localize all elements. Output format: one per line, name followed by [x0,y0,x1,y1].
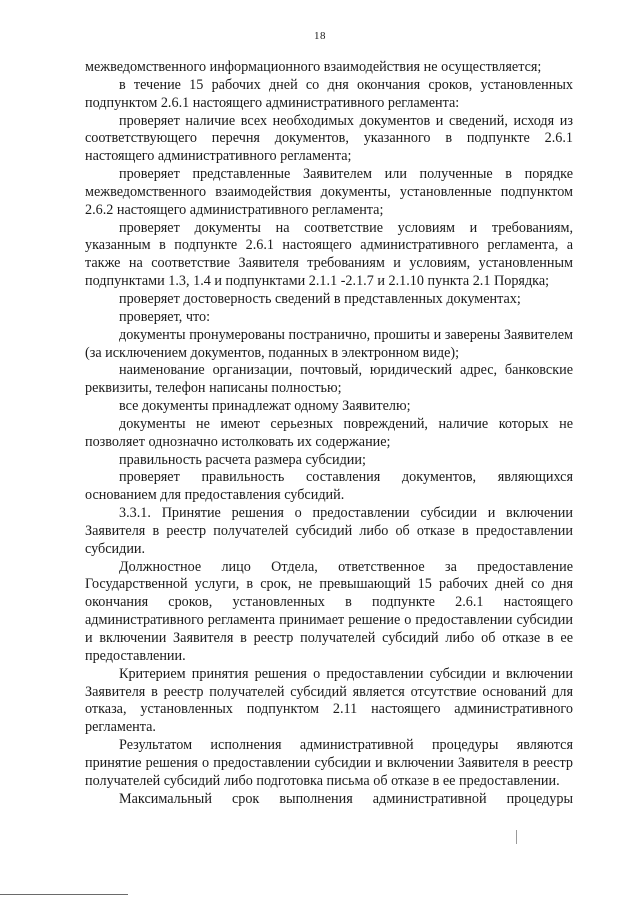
paragraph: проверяет наличие всех необходимых документов и сведений, исходя из соответствующего перечня документов, указанного в подпункте 2.6.1 настоящего административного регламента; [85,112,573,165]
paragraph: правильность расчета размера субсидии; [119,451,366,468]
paragraph: в течение 15 рабочих дней со дня окончания сроков, установленных подпунктом 2.6.1 настоящего административного регламента: [85,76,573,111]
paragraph: проверяет, что: [119,308,211,325]
footer-rule [0,894,128,895]
paragraph: проверяет документы на соответствие условиям и требованиям, указанным в подпункте 2.6.1 настоящего административного регламента, а также на соответствие Заявителя требованиям и условиям, установленным подпунктами 1.3, 1.4 и подпунктами 2.1.1 -2.1.7 и 2.1.10 пункта 2.1 Порядка; [85,219,573,290]
paragraph: проверяет правильность составления документов, являющихся основанием для предоставления субсидий. [85,469,573,504]
paragraph: документы не имеют серьезных повреждений, наличие которых не позволяет однозначно истолковать их содержание; [85,415,573,450]
page-number: 18 [314,30,326,42]
paragraph: проверяет представленные Заявителем или полученные в порядке межведомственного взаимодействия документы, установленные подпунктом 2.6.2 настоящего административного регламента; [85,166,573,218]
paragraph: наименование организации, почтовый, юридический адрес, банковские реквизиты, телефон написаны полностью; [85,362,573,397]
paragraph: Максимальный срок выполнения административной процедуры [119,790,573,807]
paragraph: документы пронумерованы постранично, прошиты и заверены Заявителем (за исключением документов, поданных в электронном виде); [85,326,573,361]
paragraph: межведомственного информационного взаимодействия не осуществляется; [85,59,542,75]
section-heading: 3.3.1. Принятие решения о предоставлении субсидии и включении Заявителя в реестр получателей субсидий либо об отказе в предоставлении субсидии. [85,505,573,557]
paragraph: проверяет достоверность сведений в представленных документах; [119,290,521,307]
paragraph: Должностное лицо Отдела, ответственное за предоставление Государственной услуги, в срок, не превышающий 15 рабочих дней со дня окончания сроков, установленных в подпункте 2.6.1 настоящего административного регламента принимает решение о предоставлении субсидии и включении Заявителя в реестр получателей субсидий либо об отказе в ее предоставлении. [85,558,573,664]
paragraph: Результатом исполнения административной процедуры являются принятие решения о предоставлении субсидии и включении Заявителя в реестр получателей субсидий либо подготовка письма об отказе в ее предоставлении. [85,737,573,789]
paragraph: Критерием принятия решения о предоставлении субсидии и включении Заявителя в реестр получателей субсидий является отсутствие оснований для отказа, установленных подпунктом 2.11 настоящего административного регламента. [85,665,573,736]
document-body [85,59,573,808]
paragraph: все документы принадлежат одному Заявителю; [119,398,411,415]
scan-mark [516,830,517,844]
